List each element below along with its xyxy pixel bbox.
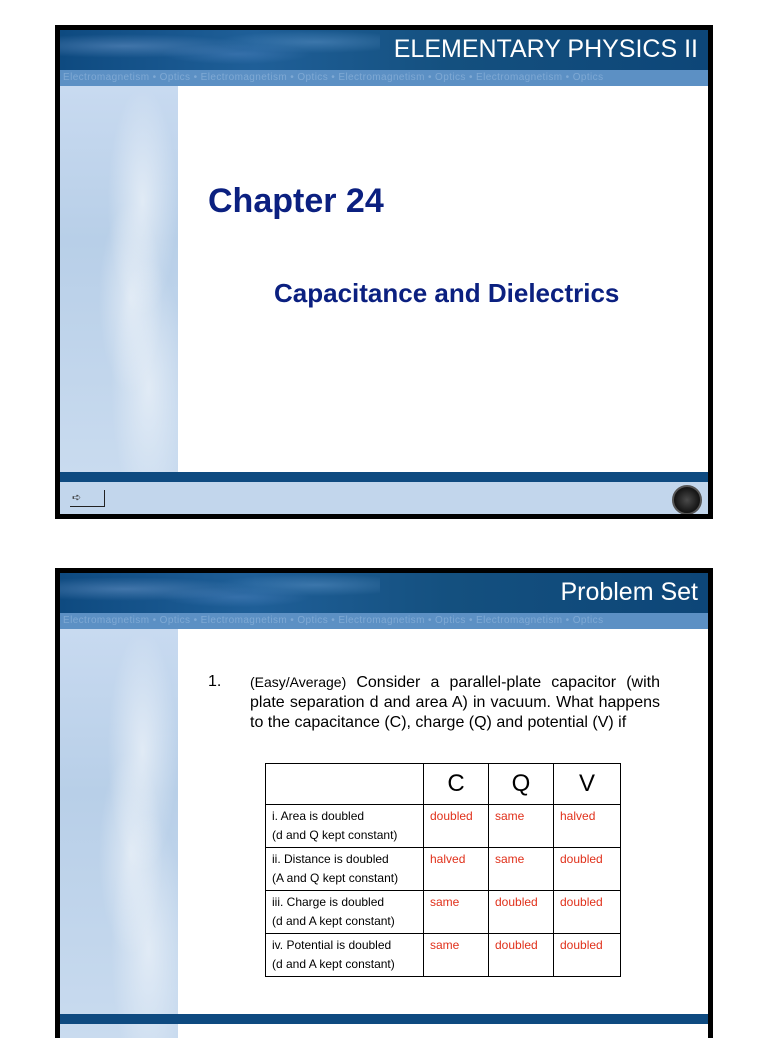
footer-bar <box>60 482 708 514</box>
topic-strip-text: Electromagnetism • Optics • Electromagnetism • Optics • Electromagnetism • Optics • Electromagnetism • Optics <box>63 615 604 626</box>
slide-problem-set <box>55 568 713 1038</box>
table-row <box>266 848 621 891</box>
cell-capacitance: halved <box>424 848 489 891</box>
side-decoration-texture <box>60 86 178 472</box>
footer-band <box>60 1014 708 1024</box>
header-texture <box>60 573 380 613</box>
table-header-cell: Q <box>489 764 554 805</box>
row-note: (d and A kept constant) <box>272 957 395 971</box>
table-row <box>266 891 621 934</box>
topic-strip-text: Electromagnetism • Optics • Electromagnetism • Optics • Electromagnetism • Optics • Electromagnetism • Optics <box>63 72 604 83</box>
topic-strip <box>60 70 708 86</box>
table-header-row <box>266 764 621 805</box>
cell-potential: doubled <box>554 891 621 934</box>
cell-capacitance: same <box>424 934 489 977</box>
difficulty-label: (Easy/Average) <box>250 674 347 690</box>
row-condition: ii. Distance is doubled <box>272 852 389 866</box>
header-bar <box>60 30 708 70</box>
chapter-title: Chapter 24 <box>208 182 384 220</box>
cell-capacitance: same <box>424 891 489 934</box>
table-header-cell: V <box>554 764 621 805</box>
row-label <box>266 891 424 934</box>
side-decoration <box>60 629 178 1038</box>
section-title: Problem Set <box>560 578 698 606</box>
cell-potential: doubled <box>554 848 621 891</box>
cell-charge: same <box>489 848 554 891</box>
course-title: ELEMENTARY PHYSICS II <box>393 35 698 63</box>
table-header-cell <box>266 764 424 805</box>
problem-text: Consider a parallel-plate capacitor (with plate separation d and area A) in vacuum. What happens to the capacitance (C), charge (Q) and potential (V) if <box>250 674 660 731</box>
slide-canvas <box>60 573 708 1038</box>
table-header-cell: C <box>424 764 489 805</box>
row-label <box>266 934 424 977</box>
cell-capacitance: doubled <box>424 805 489 848</box>
footer-band <box>60 472 708 482</box>
cell-potential: halved <box>554 805 621 848</box>
cell-potential: doubled <box>554 934 621 977</box>
row-note: (A and Q kept constant) <box>272 871 399 885</box>
nav-arrow-icon[interactable]: ➪ <box>70 490 105 507</box>
cell-charge: doubled <box>489 891 554 934</box>
cell-charge: doubled <box>489 934 554 977</box>
header-bar <box>60 573 708 613</box>
row-condition: iv. Potential is doubled <box>272 938 392 952</box>
row-label <box>266 805 424 848</box>
side-decoration-texture <box>60 629 178 1038</box>
table-row <box>266 934 621 977</box>
row-condition: iii. Charge is doubled <box>272 895 385 909</box>
table-row <box>266 805 621 848</box>
chapter-subtitle: Capacitance and Dielectrics <box>274 278 620 308</box>
cell-charge: same <box>489 805 554 848</box>
row-note: (d and Q kept constant) <box>272 828 398 842</box>
header-texture <box>60 30 380 70</box>
problem-number: 1. <box>208 673 222 690</box>
problem-statement <box>250 672 660 733</box>
slide-title <box>55 25 713 519</box>
answer-table <box>265 763 621 977</box>
university-seal-icon <box>672 485 702 514</box>
side-decoration <box>60 86 178 472</box>
row-label <box>266 848 424 891</box>
topic-strip <box>60 613 708 629</box>
slide-canvas <box>60 30 708 514</box>
row-note: (d and A kept constant) <box>272 914 395 928</box>
row-condition: i. Area is doubled <box>272 809 365 823</box>
